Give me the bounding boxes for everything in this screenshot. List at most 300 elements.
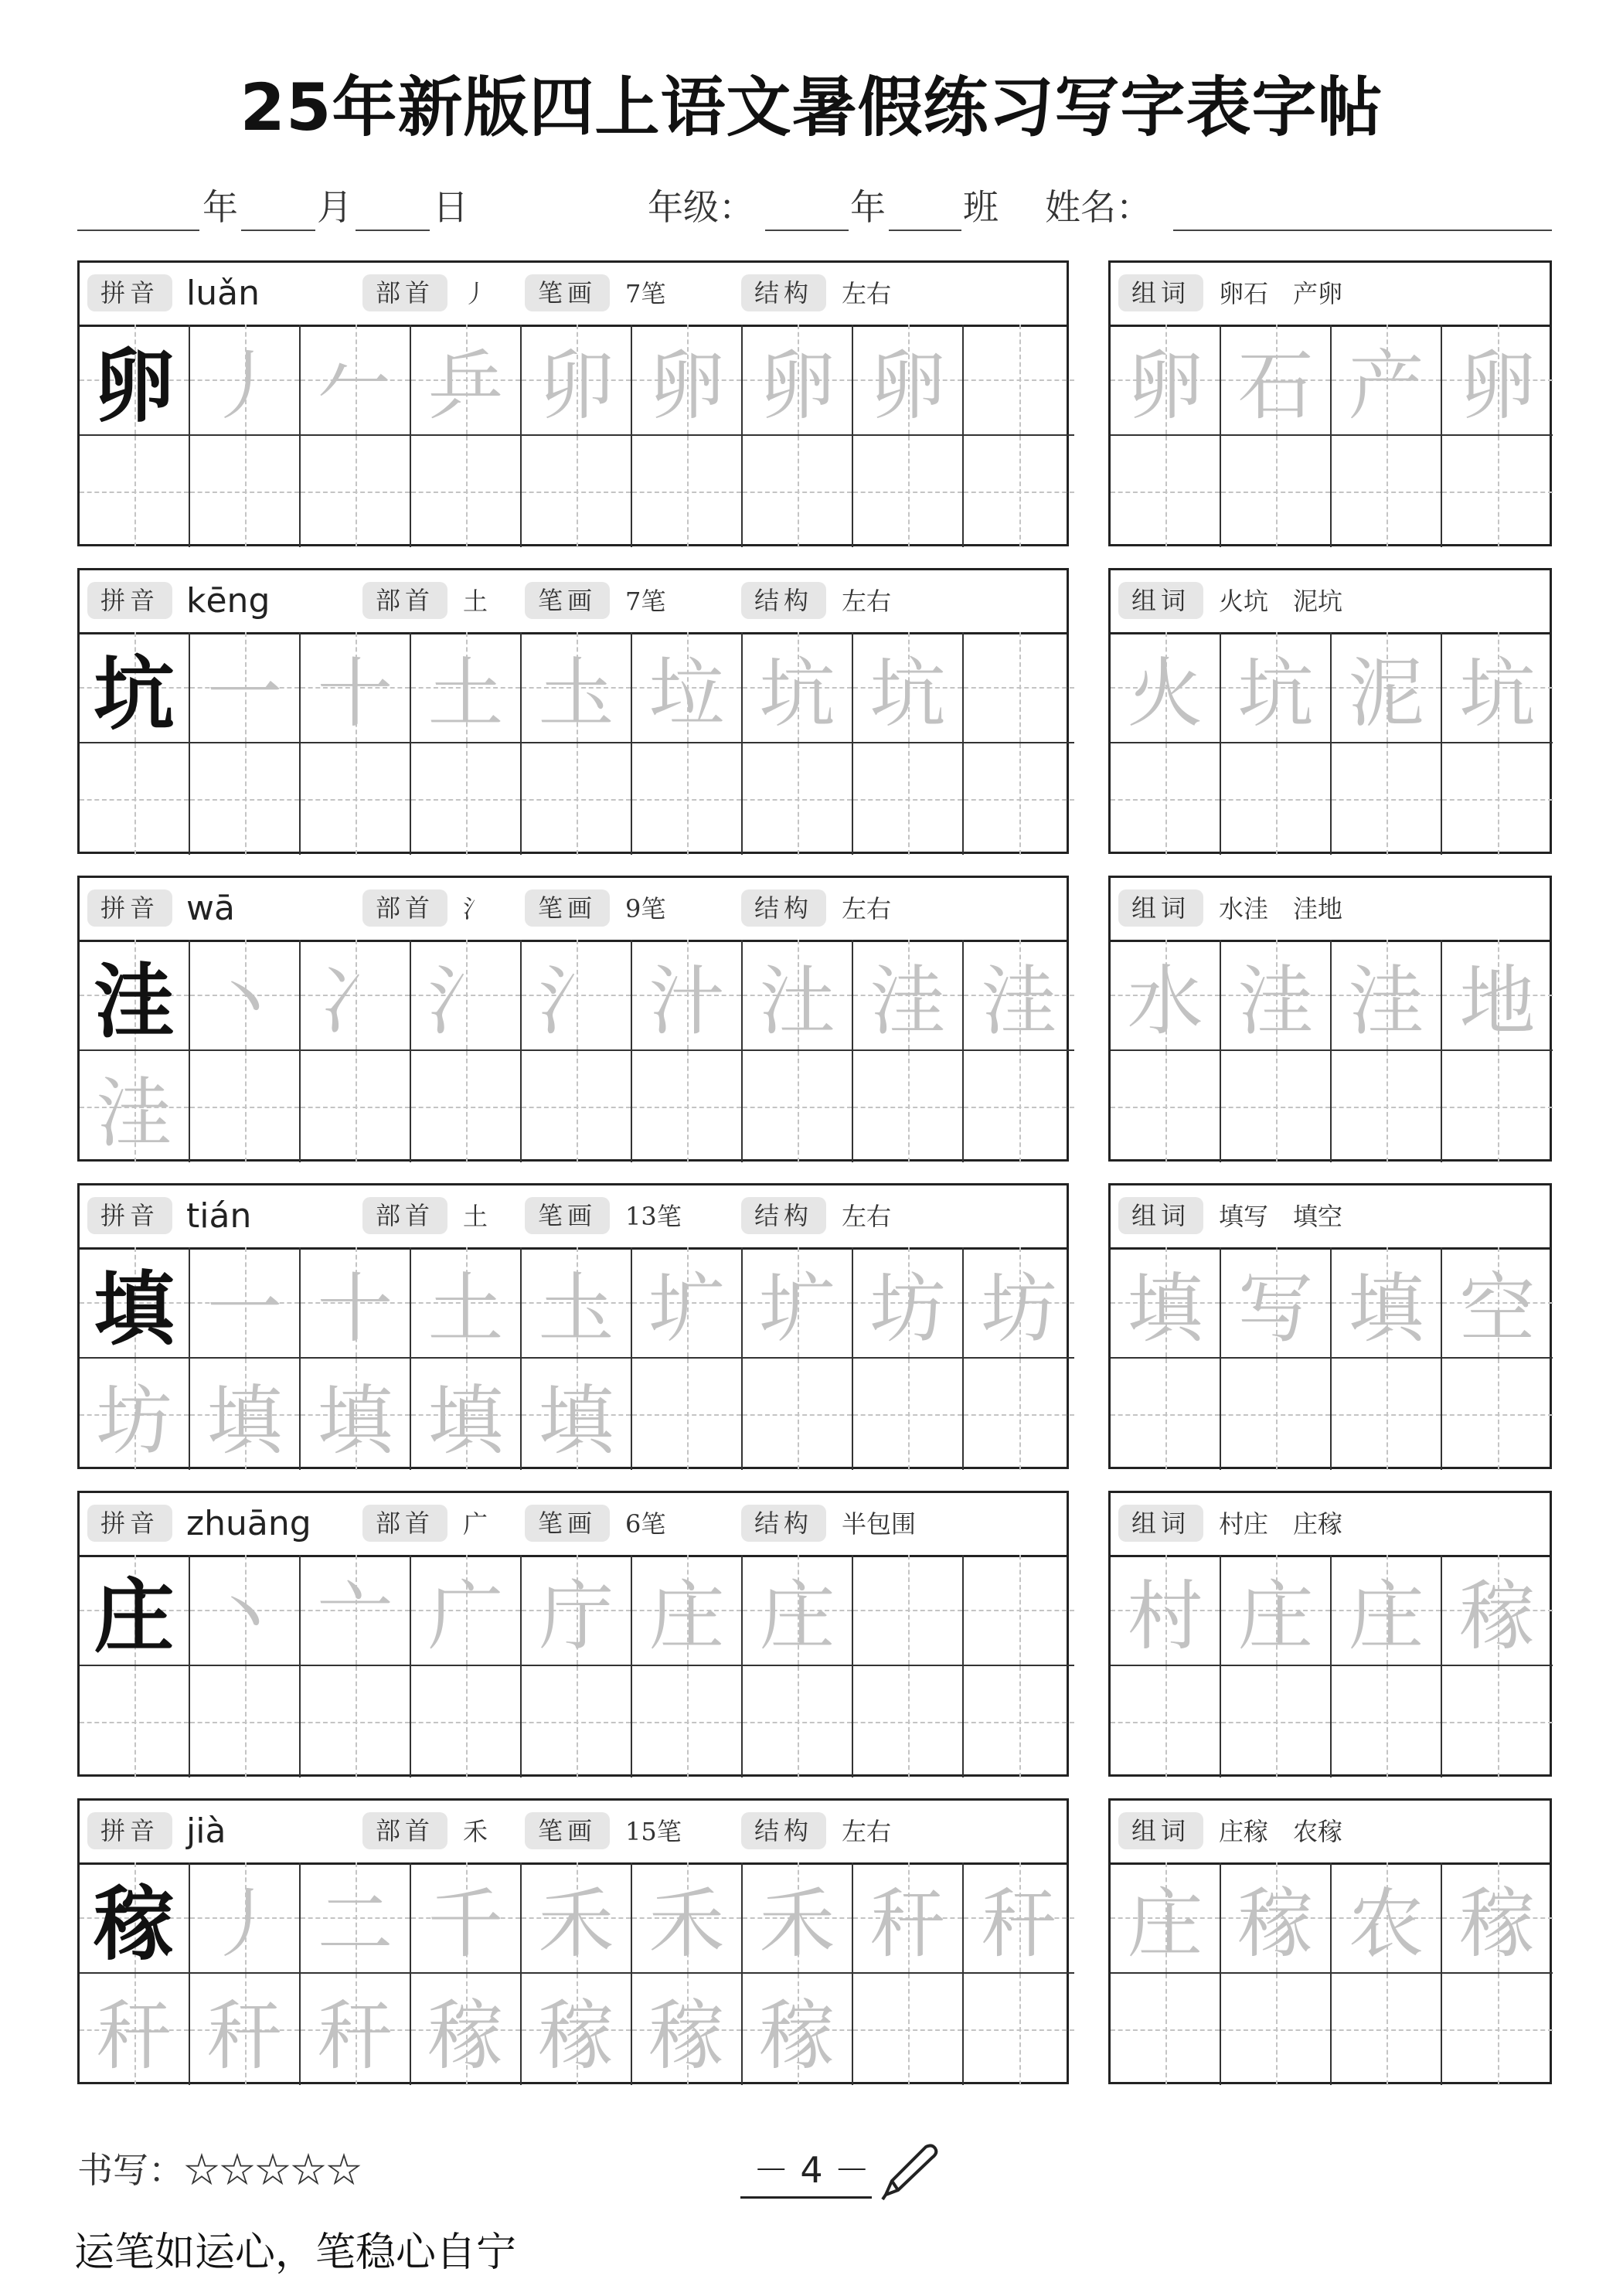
stroke-order-char-cell [964,1247,1074,1359]
stroke-order-char-cell [411,1862,522,1974]
structure-value: 左右 [842,587,892,616]
pen-icon [878,2141,940,2202]
writing-grid [80,1555,1074,1777]
words-badge: 组词 [1118,1505,1203,1542]
strokes-badge: 笔画 [525,582,610,619]
trace-word-cell [1111,632,1221,743]
stroke-order-char-cell [190,325,301,436]
word-grid [1111,1555,1553,1777]
char-entry [0,1183,1623,1472]
blank-writing-cell[interactable] [190,1666,301,1777]
stroke-order-char-cell [190,940,301,1051]
stroke-order-char-cell [411,1247,522,1359]
word-grid [1111,325,1553,547]
strokes-badge: 笔画 [525,1812,610,1849]
blank-writing-cell[interactable] [853,1666,964,1777]
structure-badge: 结构 [741,1812,826,1849]
stroke-order-char-cell [411,325,522,436]
stroke-order-char: 填 [206,1376,283,1465]
blank-writing-cell[interactable] [301,743,411,855]
stroke-order-char: 坊 [96,1376,172,1465]
blank-writing-cell[interactable] [1221,1666,1332,1777]
stroke-order-char-cell [190,1555,301,1666]
stroke-order-char-cell [522,1555,632,1666]
stroke-order-char: 坑 [759,649,835,738]
model-char-cell [80,632,190,743]
word-box [1108,568,1552,854]
year-label: 年 [202,186,238,228]
words-badge: 组词 [1118,1197,1203,1234]
stroke-order-char-cell [853,1247,964,1359]
stroke-order-char-cell [522,1974,632,2085]
stroke-order-char: 坑 [869,649,946,738]
blank-writing-cell[interactable] [964,325,1074,436]
stroke-order-char: 乒 [427,342,504,430]
stroke-order-char-cell [522,1247,632,1359]
stroke-order-char: 洼 [96,1069,172,1158]
char-entry [0,1491,1623,1780]
radical-badge: 部首 [362,1505,447,1542]
trace-word-cell [1332,632,1442,743]
trace-word-cell [1221,1862,1332,1974]
blank-writing-cell[interactable] [632,1359,743,1470]
stroke-order-char-cell [743,1247,853,1359]
radical-value: 丿 [463,279,488,308]
stroke-order-char: 圡 [538,1264,614,1353]
blank-writing-cell[interactable] [80,1666,190,1777]
stroke-order-char-cell [632,1247,743,1359]
trace-word-char: 农 [1348,1879,1424,1968]
writing-grid [80,940,1074,1162]
stroke-order-char: 圹 [648,1264,725,1353]
pinyin-value: luǎn [186,274,260,313]
word-header [1111,570,1550,634]
trace-word-char: 洼 [1348,957,1424,1046]
trace-word-char: 坑 [1459,649,1536,738]
char-entry [0,1798,1623,2087]
stroke-order-char: 土 [427,649,504,738]
stroke-order-char: 坊 [869,1264,946,1353]
trace-word-cell [1111,940,1221,1051]
blank-writing-cell[interactable] [411,1666,522,1777]
stroke-order-char: 稼 [538,1992,614,2080]
model-char-cell [80,1862,190,1974]
words-value: 填写 填空 [1219,1202,1343,1231]
blank-writing-cell[interactable] [1111,743,1221,855]
stroke-order-char: 庄 [648,1572,725,1661]
blank-writing-cell[interactable] [743,1359,853,1470]
month-blank[interactable] [241,230,315,231]
blank-writing-cell[interactable] [632,1666,743,1777]
word-header [1111,1185,1550,1250]
blank-writing-cell[interactable] [1332,1359,1442,1470]
trace-word-cell [1442,632,1553,743]
blank-writing-cell[interactable] [743,743,853,855]
blank-writing-cell[interactable] [964,1359,1074,1470]
month-label: 月 [317,186,352,228]
blank-writing-cell[interactable] [301,1051,411,1162]
stroke-order-char: 卵 [869,342,946,430]
trace-word-cell [1332,1862,1442,1974]
blank-writing-cell[interactable] [1442,743,1553,855]
model-char: 填 [94,1261,175,1356]
stroke-order-char-cell [853,1862,964,1974]
stroke-order-char: 二 [317,1879,393,1968]
trace-word-cell [1442,940,1553,1051]
blank-writing-cell[interactable] [1442,1359,1553,1470]
trace-word-cell [1221,325,1332,436]
writing-grid [80,325,1074,547]
blank-writing-cell[interactable] [411,743,522,855]
trace-word-char: 坑 [1237,649,1314,738]
stroke-order-char-cell [632,1974,743,2085]
words-badge: 组词 [1118,1812,1203,1849]
radical-value: 土 [463,1202,488,1231]
blank-writing-cell[interactable] [1332,1666,1442,1777]
stroke-order-char: 土 [427,1264,504,1353]
structure-badge: 结构 [741,1505,826,1542]
practice-box [77,260,1069,546]
trace-word-cell [1221,940,1332,1051]
word-box [1108,1798,1552,2084]
model-char: 稼 [94,1876,175,1971]
radical-badge: 部首 [362,1812,447,1849]
structure-badge: 结构 [741,1197,826,1234]
model-char-cell [80,1555,190,1666]
blank-writing-cell[interactable] [1442,1666,1553,1777]
char-info-header [80,570,1067,634]
trace-word-char: 泥 [1348,649,1424,738]
blank-writing-cell[interactable] [1221,1359,1332,1470]
word-box [1108,1183,1552,1469]
blank-writing-cell[interactable] [853,436,964,547]
char-entry [0,260,1623,549]
strokes-value: 9笔 [625,894,666,924]
strokes-value: 7笔 [625,279,666,308]
stroke-order-char-cell [522,1359,632,1470]
stroke-order-char-cell [190,1862,301,1974]
stroke-order-char-cell [743,940,853,1051]
practice-box [77,1798,1069,2084]
class-blank[interactable] [889,230,961,231]
trace-word-cell [1332,325,1442,436]
blank-writing-cell[interactable] [80,743,190,855]
blank-writing-cell[interactable] [1221,1974,1332,2085]
trace-word-cell [1221,1555,1332,1666]
structure-badge: 结构 [741,889,826,927]
word-grid [1111,940,1553,1162]
radical-value: 土 [463,587,488,616]
stroke-order-char: 十 [317,649,393,738]
stroke-order-char-cell [632,632,743,743]
page-title: 25年新版四上语文暑假练习写字表字帖 [240,70,1383,145]
writing-grid [80,1862,1074,2085]
blank-writing-cell[interactable] [522,743,632,855]
stroke-order-char-cell [522,1862,632,1974]
radical-value: 氵 [463,894,488,924]
stroke-order-char: 圹 [759,1264,835,1353]
blank-writing-cell[interactable] [853,1051,964,1162]
char-entry [0,568,1623,857]
stroke-order-char-cell [301,325,411,436]
page-number: － 4 － [753,2149,870,2191]
trace-word-char: 石 [1237,342,1314,430]
radical-badge: 部首 [362,889,447,927]
word-header [1111,878,1550,942]
trace-word-char: 卵 [1459,342,1536,430]
strokes-badge: 笔画 [525,889,610,927]
trace-word-char: 写 [1237,1264,1314,1353]
blank-writing-cell[interactable] [853,1359,964,1470]
writing-grid [80,1247,1074,1470]
blank-writing-cell[interactable] [964,1555,1074,1666]
strokes-value: 7笔 [625,587,666,616]
stroke-order-char: 秆 [206,1992,283,2080]
blank-writing-cell[interactable] [1111,436,1221,547]
trace-word-cell [1442,1247,1553,1359]
class-label: 班 [963,186,999,228]
stroke-order-char: 稼 [648,1992,725,2080]
blank-writing-cell[interactable] [522,1051,632,1162]
structure-value: 左右 [842,279,892,308]
word-header [1111,1493,1550,1557]
blank-writing-cell[interactable] [1332,436,1442,547]
writing-rating: 书写：☆☆☆☆☆ [77,2149,362,2191]
stroke-order-char-cell [190,1974,301,2085]
stroke-order-char: 洼 [981,957,1057,1046]
blank-writing-cell[interactable] [964,1666,1074,1777]
blank-writing-cell[interactable] [1221,1051,1332,1162]
stroke-order-char-cell [301,1862,411,1974]
trace-word-cell [1442,1862,1553,1974]
trace-word-cell [1442,1555,1553,1666]
stroke-order-char-cell [743,325,853,436]
stroke-order-char-cell [411,1974,522,2085]
model-char: 洼 [94,954,175,1049]
trace-word-cell [1221,632,1332,743]
practice-box [77,1491,1069,1777]
trace-word-cell [1332,1247,1442,1359]
stroke-order-char: 填 [317,1376,393,1465]
stroke-order-char: 禾 [538,1879,614,1968]
word-box [1108,876,1552,1162]
word-box [1108,1491,1552,1777]
stroke-order-char: 汁 [648,957,725,1046]
blank-writing-cell[interactable] [632,1051,743,1162]
stroke-order-char: 十 [317,1264,393,1353]
stroke-order-char-cell [853,940,964,1051]
blank-writing-cell[interactable] [743,1051,853,1162]
stroke-order-char: 填 [427,1376,504,1465]
strokes-badge: 笔画 [525,274,610,311]
blank-writing-cell[interactable] [1111,1359,1221,1470]
stroke-order-char: 洼 [869,957,946,1046]
name-label: 姓名： [1045,186,1152,228]
model-char-cell [80,325,190,436]
words-value: 水洼 洼地 [1219,894,1343,924]
blank-writing-cell[interactable] [411,1051,522,1162]
stroke-order-char-cell [743,632,853,743]
stroke-order-char-cell [853,325,964,436]
blank-writing-cell[interactable] [1332,743,1442,855]
word-grid [1111,632,1553,855]
stroke-order-char: 禾 [648,1879,725,1968]
blank-writing-cell[interactable] [522,436,632,547]
blank-writing-cell[interactable] [743,1666,853,1777]
stroke-order-char-cell [743,1555,853,1666]
radical-badge: 部首 [362,1197,447,1234]
blank-writing-cell[interactable] [1442,1051,1553,1162]
trace-word-cell [1332,940,1442,1051]
trace-word-cell [1332,1555,1442,1666]
stroke-order-char: 填 [538,1376,614,1465]
blank-writing-cell[interactable] [1111,1666,1221,1777]
stroke-order-char: 坊 [981,1264,1057,1353]
structure-value: 左右 [842,1817,892,1846]
stroke-order-char: 圡 [538,649,614,738]
stroke-order-char: 秆 [96,1992,172,2080]
strokes-value: 6笔 [625,1509,666,1539]
blank-writing-cell[interactable] [522,1666,632,1777]
day-blank[interactable] [356,230,430,231]
pinyin-value: tián [186,1196,252,1236]
model-char: 卵 [94,338,175,434]
name-blank[interactable] [1173,230,1552,231]
trace-word-char: 空 [1459,1264,1536,1353]
grade-label: 年级： [648,186,754,228]
words-value: 庄稼 农稼 [1219,1817,1343,1846]
stroke-order-char: 卵 [759,342,835,430]
trace-word-cell [1221,1247,1332,1359]
stroke-order-char-cell [632,1862,743,1974]
blank-writing-cell[interactable] [80,436,190,547]
blank-writing-cell[interactable] [190,436,301,547]
structure-value: 左右 [842,1202,892,1231]
writing-grid [80,632,1074,855]
stroke-order-char: 丿 [206,342,283,430]
blank-writing-cell[interactable] [1442,436,1553,547]
trace-word-char: 洼 [1237,957,1314,1046]
stroke-order-char-cell [190,1359,301,1470]
practice-box [77,568,1069,854]
motto: 运笔如运心，笔稳心自宁 [74,2230,517,2276]
structure-badge: 结构 [741,582,826,619]
trace-word-char: 卵 [1127,342,1203,430]
word-grid [1111,1247,1553,1470]
trace-word-char: 庄 [1127,1879,1203,1968]
stroke-order-char: 一 [206,1264,283,1353]
strokes-badge: 笔画 [525,1505,610,1542]
stroke-order-char-cell [632,325,743,436]
blank-writing-cell[interactable] [190,743,301,855]
blank-writing-cell[interactable] [1332,1974,1442,2085]
trace-word-char: 稼 [1237,1879,1314,1968]
char-entry [0,876,1623,1165]
radical-value: 禾 [463,1817,488,1846]
strokes-value: 13笔 [625,1202,682,1231]
stroke-order-char-cell [743,1862,853,1974]
blank-writing-cell[interactable] [1111,1051,1221,1162]
trace-word-char: 火 [1127,649,1203,738]
blank-writing-cell[interactable] [632,743,743,855]
trace-word-cell [1111,1862,1221,1974]
pinyin-value: wā [186,889,235,928]
char-info-header [80,878,1067,942]
blank-writing-cell[interactable] [190,1051,301,1162]
blank-writing-cell[interactable] [964,1974,1074,2085]
stroke-order-char-cell [301,1974,411,2085]
word-grid [1111,1862,1553,2085]
trace-word-char: 填 [1348,1264,1424,1353]
stroke-order-char-cell [301,1555,411,1666]
stroke-order-char: 卵 [648,342,725,430]
stroke-order-char-cell [301,1247,411,1359]
blank-writing-cell[interactable] [964,632,1074,743]
structure-value: 半包围 [842,1509,917,1539]
radical-badge: 部首 [362,582,447,619]
blank-writing-cell[interactable] [743,436,853,547]
blank-writing-cell[interactable] [853,1555,964,1666]
stroke-order-char: 稼 [759,1992,835,2080]
blank-writing-cell[interactable] [1332,1051,1442,1162]
blank-writing-cell[interactable] [1221,743,1332,855]
pinyin-badge: 拼音 [87,582,172,619]
pinyin-badge: 拼音 [87,1812,172,1849]
blank-writing-cell[interactable] [964,436,1074,547]
stroke-order-char-cell [632,940,743,1051]
trace-word-char: 地 [1459,957,1536,1046]
words-value: 村庄 庄稼 [1219,1509,1343,1539]
structure-badge: 结构 [741,274,826,311]
strokes-value: 15笔 [625,1817,682,1846]
pinyin-value: jià [186,1811,226,1851]
words-value: 卵石 产卵 [1219,279,1343,308]
blank-writing-cell[interactable] [1111,1974,1221,2085]
blank-writing-cell[interactable] [853,743,964,855]
stroke-order-char: 氵 [427,957,504,1046]
stroke-order-char-cell [411,632,522,743]
pinyin-badge: 拼音 [87,889,172,927]
words-badge: 组词 [1118,582,1203,619]
blank-writing-cell[interactable] [853,1974,964,2085]
word-box [1108,260,1552,546]
stroke-order-char-cell [80,1051,190,1162]
grade-blank[interactable] [765,230,849,231]
stroke-order-char: 氵 [538,957,614,1046]
stroke-order-char-cell [964,1862,1074,1974]
blank-writing-cell[interactable] [301,1666,411,1777]
blank-writing-cell[interactable] [301,436,411,547]
pinyin-value: kēng [186,581,270,621]
blank-writing-cell[interactable] [1442,1974,1553,2085]
word-header [1111,1801,1550,1865]
blank-writing-cell[interactable] [411,436,522,547]
trace-word-cell [1442,325,1553,436]
trace-word-cell [1111,325,1221,436]
stroke-order-char: 冫 [317,957,393,1046]
year-blank[interactable] [77,230,199,231]
stroke-order-char: 丿 [206,1879,283,1968]
trace-word-cell [1111,1555,1221,1666]
blank-writing-cell[interactable] [632,436,743,547]
blank-writing-cell[interactable] [964,743,1074,855]
page-number-underline [740,2196,872,2199]
stroke-order-char-cell [632,1555,743,1666]
stroke-order-char-cell [743,1974,853,2085]
trace-word-char: 填 [1127,1264,1203,1353]
blank-writing-cell[interactable] [1221,436,1332,547]
blank-writing-cell[interactable] [964,1051,1074,1162]
